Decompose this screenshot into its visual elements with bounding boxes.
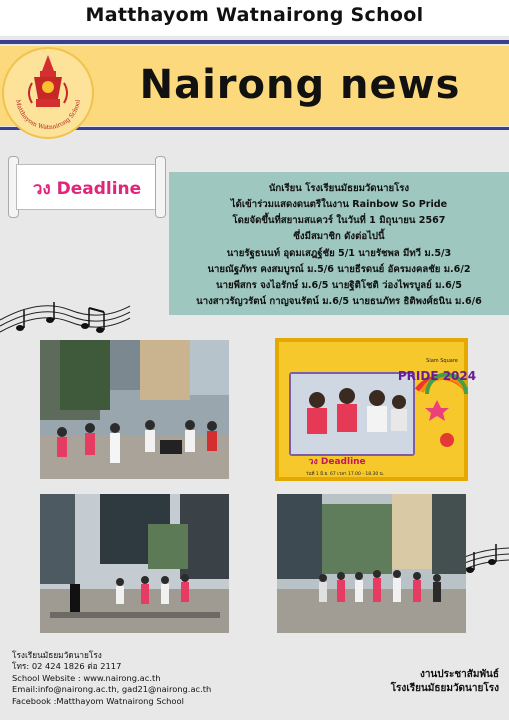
footer-website[interactable]: School Website : www.nairong.ac.th <box>12 672 161 683</box>
banner-title: Nairong news <box>139 62 461 108</box>
event-photo <box>277 494 466 633</box>
poster-date: วันที่ 1 มิ.ย. 67 เวลา 17.00 - 18.30 น. <box>305 472 385 477</box>
info-line: นักเรียน โรงเรียนมัธยมวัดนายโรง <box>268 183 410 194</box>
school-name: Matthayom Watnairong School <box>85 4 424 26</box>
school-logo <box>2 47 94 139</box>
info-line: นายรัฐธนนท์ อุดมเสฎฐ์ชัย 5/1 นายรัชพล มีทวี ม.5/3 <box>226 248 452 259</box>
info-line: นายพีสกร จงไอรักษ์ ม.6/5 นายฐิติโชติ ว่องไพรบูลย์ ม.6/5 <box>216 280 462 291</box>
info-line: นายณัฐภัทร คงสมบูรณ์ ม.5/6 นายธีรดนย์ อัครมงคลชัย ม.6/2 <box>207 264 471 275</box>
logo-text: Matthayom Watnairong School <box>14 99 82 132</box>
event-photo <box>40 340 229 479</box>
header-rule <box>0 40 509 44</box>
footer-school-right: โรงเรียนมัธยมวัดนายโรง <box>390 683 499 694</box>
info-line: ได้เข้าร่วมแสดงดนตรีในงาน Rainbow So Pride <box>230 199 448 210</box>
footer-facebook[interactable]: Facebook :Matthayom Watnairong School <box>12 695 184 706</box>
poster-band: วง Deadline <box>308 457 366 467</box>
footer-email[interactable]: Email:info@nairong.ac.th, gad21@nairong.ac.th <box>12 684 212 695</box>
band-scroll <box>8 156 166 216</box>
event-poster <box>277 340 477 479</box>
info-line: โดยจัดขึ้นที่สยามสแควร์ ในวันที่ 1 มิถุนายน 2567 <box>232 215 446 226</box>
info-box <box>169 172 509 315</box>
band-name: วง Deadline <box>32 179 142 199</box>
event-photo <box>40 494 229 633</box>
info-line: นางสาวรัญวรัตน์ กาญจนรัตน์ ม.6/5 นายธนภัทร ธิติพงศ์ธนิน ม.6/6 <box>196 296 482 307</box>
footer-dept: งานประชาสัมพันธ์ <box>419 669 499 680</box>
footer-credit <box>391 668 499 696</box>
footer-school: โรงเรียนมัธยมวัดนายโรง <box>12 650 102 660</box>
footer-contact <box>12 650 211 707</box>
poster-title: PRIDE 2024 <box>397 369 477 383</box>
poster-venue: Siam Square <box>426 358 458 364</box>
info-line: ซึ่งมีสมาชิก ดังต่อไปนี้ <box>293 231 385 242</box>
footer-phone: โทร: 02 424 1826 ต่อ 2117 <box>12 661 122 672</box>
